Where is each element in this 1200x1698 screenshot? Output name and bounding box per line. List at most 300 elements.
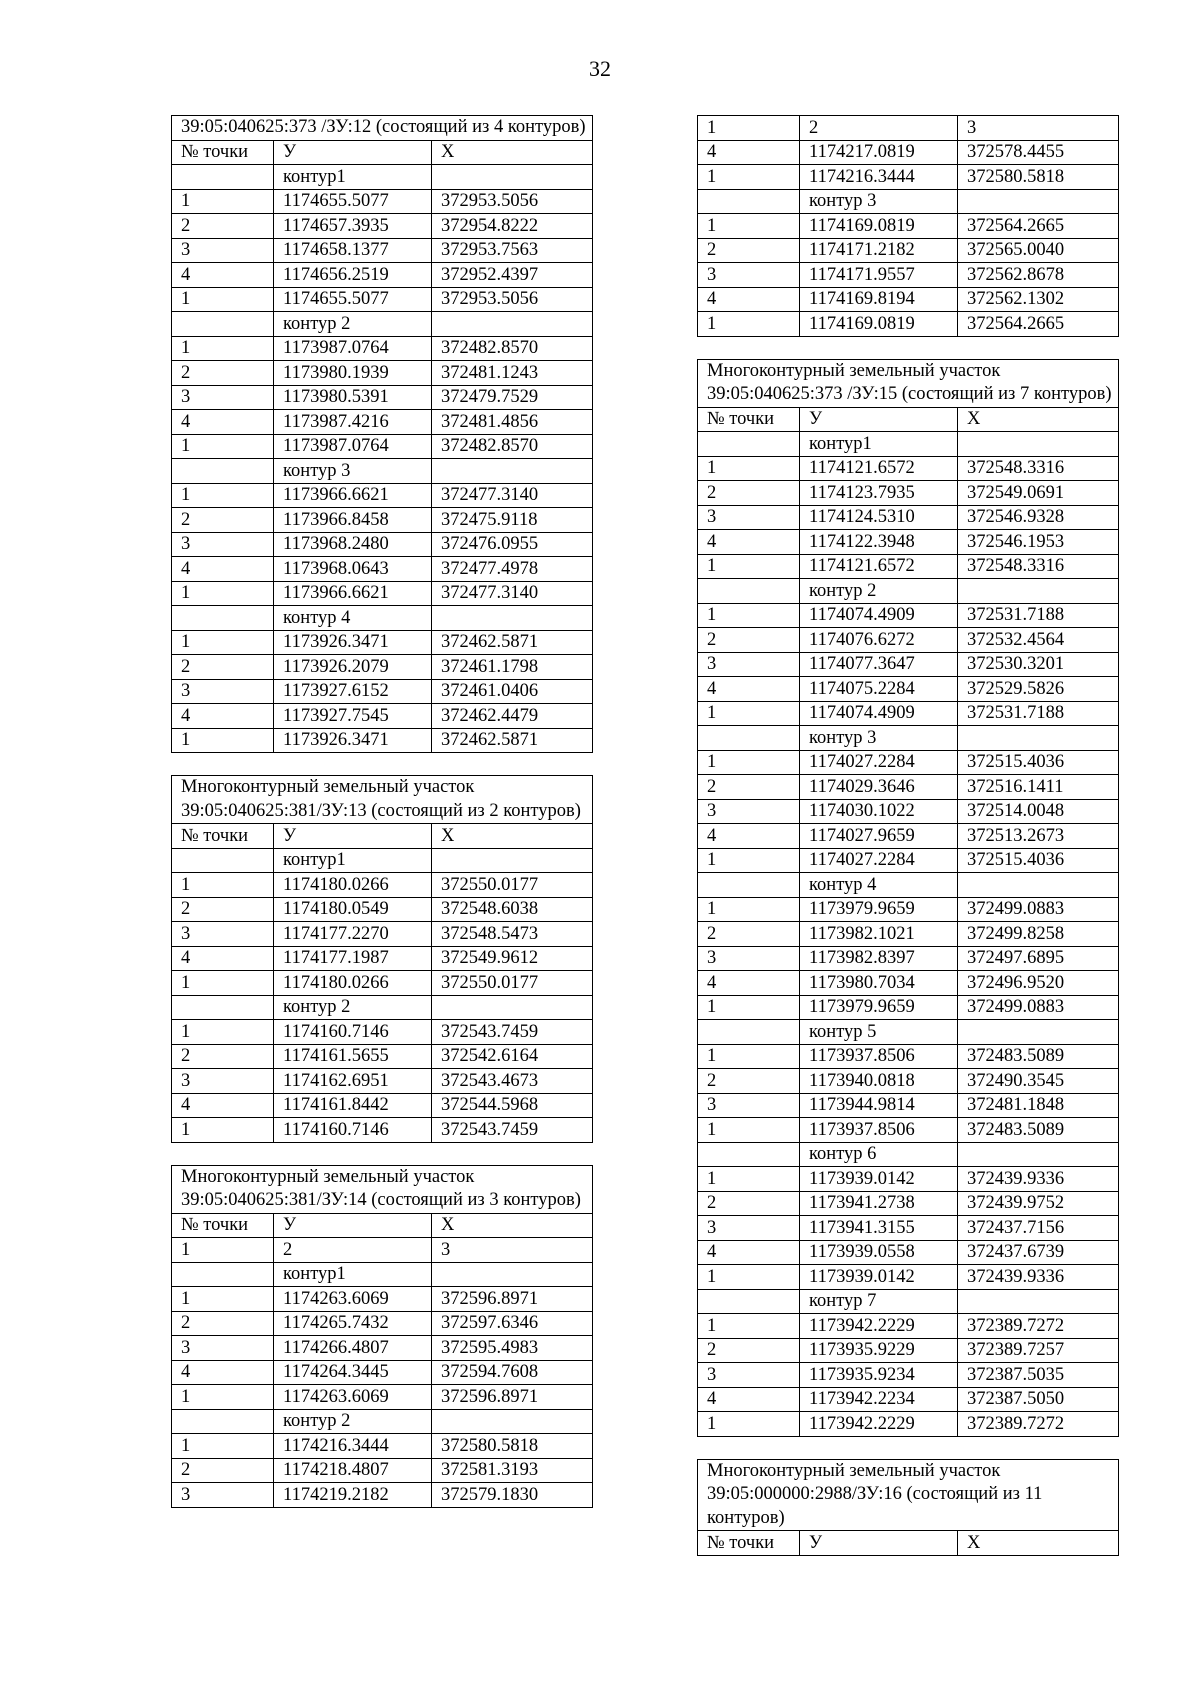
point-number-cell: 1 [172, 287, 274, 312]
x-coordinate-cell [958, 1142, 1119, 1167]
table-row [172, 1458, 593, 1483]
table-row [172, 728, 593, 753]
y-coordinate-cell: 1174217.0819 [800, 140, 958, 165]
x-coordinate-cell: 372437.6739 [958, 1240, 1119, 1265]
table-row [172, 1118, 593, 1143]
table-header-row [698, 407, 1119, 432]
point-number-cell [698, 873, 800, 898]
point-number-cell: 3 [698, 1363, 800, 1388]
table-row [698, 1289, 1119, 1314]
table-row [698, 1338, 1119, 1363]
table-row [172, 189, 593, 214]
x-coordinate-cell: 372581.3193 [432, 1458, 593, 1483]
x-coordinate-cell: 372550.0177 [432, 971, 593, 996]
point-number-cell: 1 [172, 1020, 274, 1045]
table-row [698, 775, 1119, 800]
x-coordinate-cell: 372499.0883 [958, 897, 1119, 922]
point-number-cell: 1 [172, 189, 274, 214]
y-coordinate-header: У [274, 140, 432, 165]
x-coordinate-header: Х [432, 824, 593, 849]
table-row [698, 554, 1119, 579]
x-coordinate-cell [432, 1409, 593, 1434]
y-coordinate-cell: 1174264.3445 [274, 1360, 432, 1385]
point-number-cell: 1 [698, 1265, 800, 1290]
point-number-cell: 3 [172, 1336, 274, 1361]
point-number-cell: 1 [172, 1238, 274, 1263]
table-row [172, 483, 593, 508]
table-row [698, 677, 1119, 702]
point-number-cell: 2 [698, 481, 800, 506]
x-coordinate-cell [432, 606, 593, 631]
left-coordinate-table [171, 1165, 593, 1508]
x-coordinate-cell: 372565.0040 [958, 238, 1119, 263]
x-coordinate-cell: 372548.6038 [432, 897, 593, 922]
y-coordinate-cell: 1173966.6621 [274, 483, 432, 508]
x-coordinate-cell: 372387.5050 [958, 1387, 1119, 1412]
y-coordinate-cell: 1173979.9659 [800, 995, 958, 1020]
y-coordinate-cell: 1173926.3471 [274, 728, 432, 753]
table-row [172, 630, 593, 655]
table-row [172, 434, 593, 459]
table-title: 39:05:040625:373 /ЗУ:12 (состоящий из 4 контуров) [172, 116, 593, 141]
table-row [172, 606, 593, 631]
y-coordinate-cell: 1174121.6572 [800, 554, 958, 579]
y-coordinate-cell: 1173987.4216 [274, 410, 432, 435]
point-number-cell: 2 [698, 1069, 800, 1094]
y-coordinate-cell: 1173927.6152 [274, 679, 432, 704]
point-number-cell [172, 848, 274, 873]
point-number-cell: 1 [698, 312, 800, 337]
table-row [698, 726, 1119, 751]
table-row [698, 432, 1119, 457]
y-coordinate-cell: 1174160.7146 [274, 1020, 432, 1045]
table-row [172, 922, 593, 947]
y-coordinate-cell: 1174263.6069 [274, 1385, 432, 1410]
point-number-cell: 1 [698, 456, 800, 481]
y-coordinate-cell: 1173987.0764 [274, 336, 432, 361]
point-number-cell: 3 [172, 532, 274, 557]
x-coordinate-cell: 372477.4978 [432, 557, 593, 582]
table-row [698, 214, 1119, 239]
y-coordinate-cell: 1173939.0558 [800, 1240, 958, 1265]
point-number-cell: 1 [698, 995, 800, 1020]
table-row [172, 897, 593, 922]
point-number-cell: 4 [698, 1240, 800, 1265]
table-row [172, 655, 593, 680]
x-coordinate-cell: 372482.8570 [432, 336, 593, 361]
point-number-cell: 1 [172, 1434, 274, 1459]
y-coordinate-cell: контур 2 [274, 995, 432, 1020]
y-coordinate-cell: контур 3 [800, 726, 958, 751]
y-coordinate-cell: 1174027.2284 [800, 848, 958, 873]
x-coordinate-cell: 372437.7156 [958, 1216, 1119, 1241]
x-coordinate-cell: 372499.0883 [958, 995, 1119, 1020]
point-number-cell [698, 1142, 800, 1167]
x-coordinate-header: Х [958, 407, 1119, 432]
point-number-cell [172, 165, 274, 190]
table-row [172, 459, 593, 484]
y-coordinate-cell: 1173982.1021 [800, 922, 958, 947]
table-row [698, 1387, 1119, 1412]
point-number-cell: 1 [172, 1385, 274, 1410]
y-coordinate-cell: 1174216.3444 [800, 165, 958, 190]
point-number-cell: 1 [172, 581, 274, 606]
point-number-cell: 1 [698, 1044, 800, 1069]
y-coordinate-cell: 1173940.0818 [800, 1069, 958, 1094]
table-title: Многоконтурный земельный участок 39:05:040625:373 /ЗУ:15 (состоящий из 7 контуров) [698, 359, 1119, 407]
x-coordinate-cell [432, 848, 593, 873]
right-column [697, 115, 1118, 1556]
x-coordinate-cell: 372542.6164 [432, 1044, 593, 1069]
table-row [698, 1069, 1119, 1094]
x-coordinate-cell: 372475.9118 [432, 508, 593, 533]
x-coordinate-cell: 372461.0406 [432, 679, 593, 704]
table-row [172, 385, 593, 410]
table-row [172, 848, 593, 873]
y-coordinate-cell: 1173927.7545 [274, 704, 432, 729]
y-coordinate-cell: 1174030.1022 [800, 799, 958, 824]
x-coordinate-cell: 372389.7257 [958, 1338, 1119, 1363]
x-coordinate-cell [958, 726, 1119, 751]
table-row [698, 1142, 1119, 1167]
x-coordinate-cell [958, 1020, 1119, 1045]
y-coordinate-cell: 1174122.3948 [800, 530, 958, 555]
y-coordinate-cell: контур 2 [800, 579, 958, 604]
x-coordinate-cell: 372953.5056 [432, 287, 593, 312]
table-row [172, 1311, 593, 1336]
table-row [172, 1238, 593, 1263]
x-coordinate-cell: 372531.7188 [958, 603, 1119, 628]
point-number-cell [172, 1262, 274, 1287]
point-number-cell: 1 [698, 1314, 800, 1339]
table-row [698, 1265, 1119, 1290]
point-number-cell: 1 [698, 214, 800, 239]
point-number-header: № точки [698, 1531, 800, 1556]
point-number-cell [172, 312, 274, 337]
point-number-cell: 1 [698, 750, 800, 775]
table-header-row [698, 1531, 1119, 1556]
x-coordinate-cell: 372564.2665 [958, 312, 1119, 337]
y-coordinate-cell: 1173937.8506 [800, 1118, 958, 1143]
x-coordinate-cell: 372496.9520 [958, 971, 1119, 996]
y-coordinate-cell: контур 4 [274, 606, 432, 631]
point-number-cell [698, 189, 800, 214]
x-coordinate-cell: 372549.0691 [958, 481, 1119, 506]
table-row [172, 557, 593, 582]
table-row [172, 287, 593, 312]
x-coordinate-cell: 372548.3316 [958, 456, 1119, 481]
x-coordinate-cell: 372515.4036 [958, 750, 1119, 775]
point-number-cell: 4 [172, 1360, 274, 1385]
point-number-cell: 2 [172, 897, 274, 922]
x-coordinate-cell [432, 995, 593, 1020]
point-number-cell [698, 726, 800, 751]
point-number-cell: 1 [172, 971, 274, 996]
point-number-cell: 2 [698, 1338, 800, 1363]
point-number-cell: 4 [698, 971, 800, 996]
x-coordinate-cell: 372499.8258 [958, 922, 1119, 947]
table-title-row [698, 1459, 1119, 1531]
point-number-cell: 2 [172, 655, 274, 680]
table-title: Многоконтурный земельный участок 39:05:000000:2988/ЗУ:16 (состоящий из 11 контуров) [698, 1459, 1119, 1531]
x-coordinate-cell [958, 432, 1119, 457]
y-coordinate-cell: 1174216.3444 [274, 1434, 432, 1459]
table-row [698, 1412, 1119, 1437]
y-coordinate-cell: 1173941.2738 [800, 1191, 958, 1216]
table-row [172, 214, 593, 239]
point-number-cell: 1 [172, 1118, 274, 1143]
table-row [698, 995, 1119, 1020]
y-coordinate-cell: 1174074.4909 [800, 603, 958, 628]
point-number-cell: 2 [698, 628, 800, 653]
x-coordinate-cell: 372387.5035 [958, 1363, 1119, 1388]
y-coordinate-cell: контур 2 [274, 1409, 432, 1434]
table-row [698, 579, 1119, 604]
table-row [698, 701, 1119, 726]
table-row [172, 971, 593, 996]
point-number-cell [698, 579, 800, 604]
y-coordinate-cell: 1173980.5391 [274, 385, 432, 410]
table-row [172, 361, 593, 386]
table-row [172, 1409, 593, 1434]
x-coordinate-cell [432, 312, 593, 337]
table-row [698, 873, 1119, 898]
point-number-cell: 4 [698, 1387, 800, 1412]
table-row [698, 1118, 1119, 1143]
y-coordinate-cell: 1174177.2270 [274, 922, 432, 947]
point-number-cell: 1 [172, 728, 274, 753]
x-coordinate-cell: 372543.7459 [432, 1118, 593, 1143]
y-coordinate-header: У [274, 824, 432, 849]
x-coordinate-cell: 372476.0955 [432, 532, 593, 557]
x-coordinate-cell: 372562.1302 [958, 287, 1119, 312]
x-coordinate-cell: 372462.5871 [432, 728, 593, 753]
table-title: Многоконтурный земельный участок 39:05:040625:381/ЗУ:13 (состоящий из 2 контуров) [172, 776, 593, 824]
y-coordinate-cell: 1174076.6272 [800, 628, 958, 653]
point-number-cell [172, 995, 274, 1020]
point-number-cell: 2 [698, 775, 800, 800]
y-coordinate-cell: 1174219.2182 [274, 1483, 432, 1508]
y-coordinate-cell: контур1 [274, 165, 432, 190]
x-coordinate-cell [432, 165, 593, 190]
point-number-cell: 4 [172, 557, 274, 582]
table-row [172, 679, 593, 704]
x-coordinate-cell: 372543.7459 [432, 1020, 593, 1045]
table-row [172, 1385, 593, 1410]
left-coordinate-table [171, 115, 593, 753]
table-row [698, 628, 1119, 653]
point-number-cell: 3 [172, 1483, 274, 1508]
y-coordinate-cell: 1174074.4909 [800, 701, 958, 726]
y-coordinate-cell: 1173979.9659 [800, 897, 958, 922]
x-coordinate-cell: 372462.4479 [432, 704, 593, 729]
table-header-row [172, 824, 593, 849]
point-number-cell: 3 [172, 679, 274, 704]
point-number-cell: 4 [172, 410, 274, 435]
x-coordinate-cell: 372532.4564 [958, 628, 1119, 653]
point-number-cell: 2 [698, 922, 800, 947]
y-coordinate-cell: контур1 [274, 1262, 432, 1287]
y-coordinate-cell: 1173968.0643 [274, 557, 432, 582]
point-number-cell: 1 [698, 1118, 800, 1143]
table-title-row [698, 359, 1119, 407]
y-coordinate-cell: 1173942.2234 [800, 1387, 958, 1412]
x-coordinate-cell: 372462.5871 [432, 630, 593, 655]
x-coordinate-cell: 372389.7272 [958, 1412, 1119, 1437]
y-coordinate-cell: контур 6 [800, 1142, 958, 1167]
table-row [698, 799, 1119, 824]
point-number-cell: 2 [172, 361, 274, 386]
y-coordinate-cell: 1173939.0142 [800, 1167, 958, 1192]
x-coordinate-cell: 372546.1953 [958, 530, 1119, 555]
point-number-header: № точки [172, 824, 274, 849]
point-number-cell: 1 [172, 336, 274, 361]
table-row [698, 971, 1119, 996]
y-coordinate-cell: 1173942.2229 [800, 1412, 958, 1437]
x-coordinate-cell: 372477.3140 [432, 581, 593, 606]
point-number-cell: 2 [172, 1311, 274, 1336]
point-number-cell: 3 [698, 505, 800, 530]
point-number-cell: 1 [172, 1287, 274, 1312]
table-row [698, 189, 1119, 214]
x-coordinate-cell [958, 1289, 1119, 1314]
point-number-cell [698, 1289, 800, 1314]
table-row [698, 312, 1119, 337]
y-coordinate-cell: 1174169.8194 [800, 287, 958, 312]
x-coordinate-header: Х [432, 140, 593, 165]
table-row [698, 1167, 1119, 1192]
right-coordinate-table [697, 1459, 1119, 1556]
x-coordinate-cell: 372515.4036 [958, 848, 1119, 873]
table-title-row [172, 776, 593, 824]
table-row [698, 287, 1119, 312]
y-coordinate-cell: 1173966.8458 [274, 508, 432, 533]
y-coordinate-cell: 1174027.2284 [800, 750, 958, 775]
table-row [172, 508, 593, 533]
table-row [698, 1191, 1119, 1216]
x-coordinate-cell: 372579.1830 [432, 1483, 593, 1508]
x-coordinate-cell: 372548.3316 [958, 554, 1119, 579]
x-coordinate-cell: 372497.6895 [958, 946, 1119, 971]
point-number-cell: 1 [698, 848, 800, 873]
table-row [172, 1434, 593, 1459]
y-coordinate-cell: 1173926.2079 [274, 655, 432, 680]
y-coordinate-cell: 1174656.2519 [274, 263, 432, 288]
x-coordinate-cell: 372481.1243 [432, 361, 593, 386]
table-row [698, 481, 1119, 506]
table-header-row [698, 116, 1119, 141]
table-row [172, 410, 593, 435]
table-row [698, 1020, 1119, 1045]
point-number-cell: 1 [698, 1412, 800, 1437]
x-coordinate-cell: 372548.5473 [432, 922, 593, 947]
x-coordinate-cell: 372952.4397 [432, 263, 593, 288]
y-coordinate-cell: 1173966.6621 [274, 581, 432, 606]
y-coordinate-cell: 1174655.5077 [274, 287, 432, 312]
point-number-cell [698, 432, 800, 457]
table-row [172, 1044, 593, 1069]
table-row [698, 456, 1119, 481]
x-coordinate-cell: 372439.9752 [958, 1191, 1119, 1216]
x-coordinate-cell: 372595.4983 [432, 1336, 593, 1361]
y-coordinate-cell: контур 5 [800, 1020, 958, 1045]
y-coordinate-cell: контур1 [274, 848, 432, 873]
y-coordinate-cell: 1174161.8442 [274, 1093, 432, 1118]
y-coordinate-header: 2 [800, 116, 958, 141]
y-coordinate-cell: 1174160.7146 [274, 1118, 432, 1143]
y-coordinate-cell: 2 [274, 1238, 432, 1263]
x-coordinate-cell: 372531.7188 [958, 701, 1119, 726]
point-number-header: № точки [172, 140, 274, 165]
y-coordinate-header: У [274, 1213, 432, 1238]
y-coordinate-cell: 1173935.9234 [800, 1363, 958, 1388]
y-coordinate-cell: 1173935.9229 [800, 1338, 958, 1363]
x-coordinate-cell: 372546.9328 [958, 505, 1119, 530]
table-row [172, 1262, 593, 1287]
y-coordinate-cell: 1173987.0764 [274, 434, 432, 459]
y-coordinate-cell: 1173937.8506 [800, 1044, 958, 1069]
y-coordinate-cell: 1174121.6572 [800, 456, 958, 481]
point-number-header: № точки [172, 1213, 274, 1238]
point-number-cell: 3 [698, 1093, 800, 1118]
point-number-cell: 3 [172, 922, 274, 947]
y-coordinate-cell: 1173926.3471 [274, 630, 432, 655]
x-coordinate-cell: 372483.5089 [958, 1118, 1119, 1143]
y-coordinate-cell: 1174169.0819 [800, 312, 958, 337]
page-number: 32 [589, 56, 611, 81]
y-coordinate-cell: 1173941.3155 [800, 1216, 958, 1241]
left-column [171, 115, 592, 1508]
y-coordinate-cell: 1174161.5655 [274, 1044, 432, 1069]
table-row [698, 1363, 1119, 1388]
y-coordinate-cell: 1174027.9659 [800, 824, 958, 849]
y-coordinate-cell: 1173968.2480 [274, 532, 432, 557]
point-number-header: 1 [698, 116, 800, 141]
point-number-header: № точки [698, 407, 800, 432]
table-row [172, 1287, 593, 1312]
table-title: Многоконтурный земельный участок 39:05:040625:381/ЗУ:14 (состоящий из 3 контуров) [172, 1165, 593, 1213]
y-coordinate-cell: контур 7 [800, 1289, 958, 1314]
point-number-cell: 1 [698, 701, 800, 726]
point-number-cell: 3 [172, 238, 274, 263]
table-row [172, 1483, 593, 1508]
point-number-cell: 3 [698, 263, 800, 288]
y-coordinate-cell: 1174123.7935 [800, 481, 958, 506]
point-number-cell: 1 [172, 483, 274, 508]
y-coordinate-cell: 1174180.0266 [274, 873, 432, 898]
point-number-cell [172, 1409, 274, 1434]
point-number-cell: 4 [172, 1093, 274, 1118]
x-coordinate-cell: 372954.8222 [432, 214, 593, 239]
table-row [172, 238, 593, 263]
x-coordinate-cell: 372482.8570 [432, 434, 593, 459]
left-coordinate-table [171, 775, 593, 1143]
x-coordinate-cell: 372481.1848 [958, 1093, 1119, 1118]
table-row [698, 263, 1119, 288]
table-row [172, 1336, 593, 1361]
table-row [698, 750, 1119, 775]
table-row [172, 581, 593, 606]
x-coordinate-cell: 372461.1798 [432, 655, 593, 680]
point-number-cell [698, 1020, 800, 1045]
y-coordinate-cell: 1174266.4807 [274, 1336, 432, 1361]
x-coordinate-cell: 372562.8678 [958, 263, 1119, 288]
table-title-row [172, 1165, 593, 1213]
x-coordinate-cell: 372483.5089 [958, 1044, 1119, 1069]
table-row [698, 1093, 1119, 1118]
x-coordinate-cell: 372439.9336 [958, 1167, 1119, 1192]
x-coordinate-cell: 372439.9336 [958, 1265, 1119, 1290]
